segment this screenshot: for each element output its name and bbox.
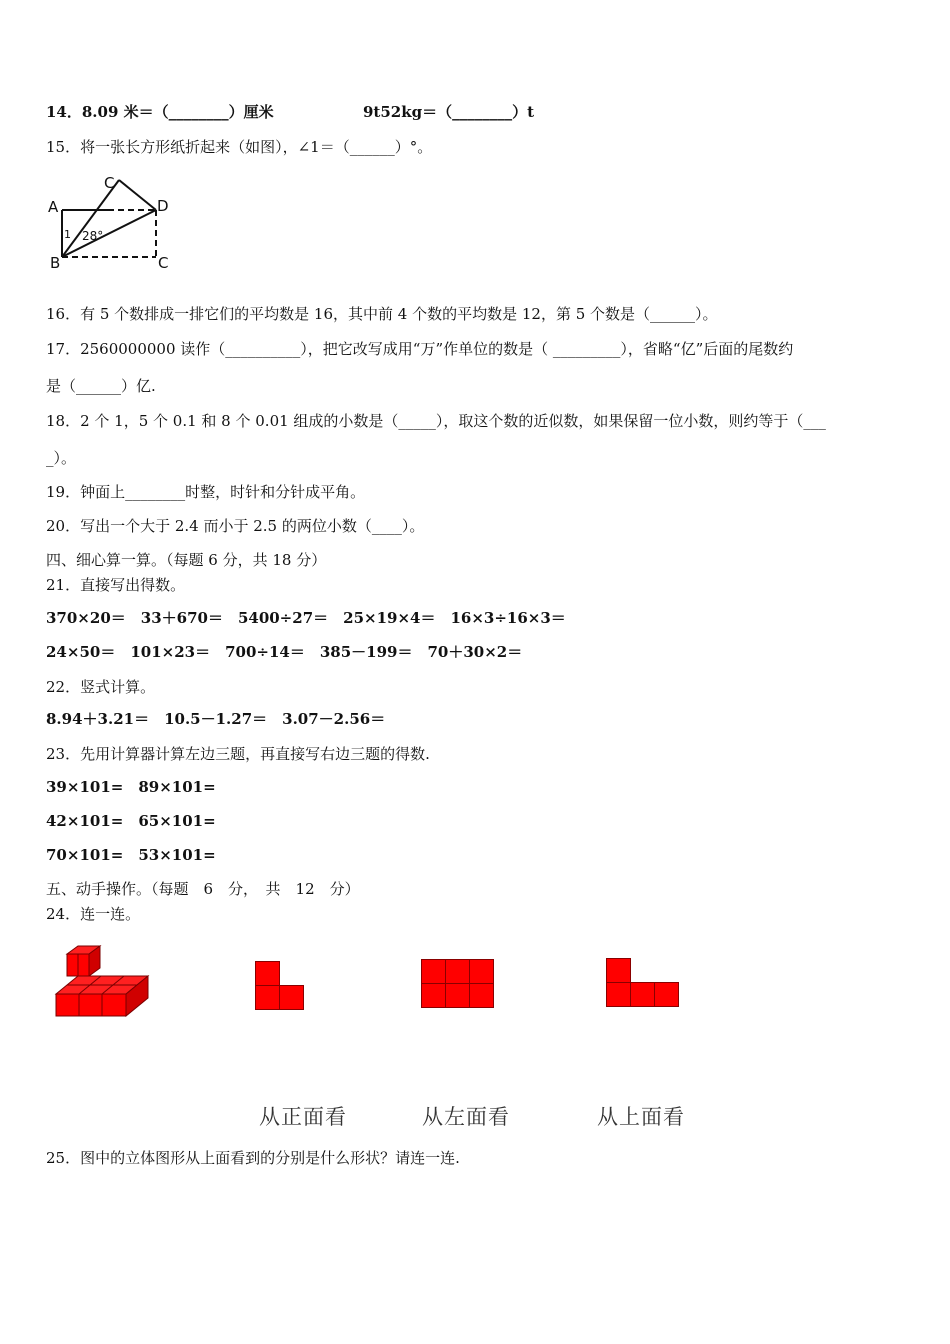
q18-line2: _）。 xyxy=(46,449,77,467)
caption-front-view: 从正面看 xyxy=(259,1105,347,1129)
folded-edge-cd xyxy=(119,180,156,210)
q23-title: 23．先用计算器计算左边三题，再直接写右边三题的得数. xyxy=(46,745,430,763)
section4-heading: 四、细心算一算。（每题 6 分，共 18 分） xyxy=(46,551,327,569)
q24-3d-blocks xyxy=(54,946,150,1018)
q16: 16．有 5 个数排成一排它们的平均数是 16，其中前 4 个数的平均数是 12，第 5 个数是（______）。 xyxy=(46,305,718,323)
q21-row2: 24×50＝ 101×23＝ 700÷14＝ 385－199＝ 70＋30×2＝ xyxy=(46,643,523,661)
fold-line xyxy=(62,210,156,257)
q23-row1: 39×101= 89×101= xyxy=(46,778,216,796)
q24-view-step xyxy=(606,958,680,1008)
q24-view-l-shape xyxy=(255,961,305,1011)
q17-line2: 是（______）亿. xyxy=(46,377,156,395)
caption-left-view: 从左面看 xyxy=(422,1105,510,1129)
q22-title: 22．竖式计算。 xyxy=(46,678,156,696)
q24-view-grid xyxy=(421,959,495,1009)
label-angle-28: 28° xyxy=(82,229,104,243)
label-c-top: C xyxy=(104,174,115,192)
q20: 20．写出一个大于 2.4 而小于 2.5 的两位小数（____）。 xyxy=(46,517,425,535)
label-d: D xyxy=(157,197,169,215)
q14-left: 14．8.09 米＝（________）厘米 xyxy=(46,103,274,121)
top-cube-front-a xyxy=(67,954,78,976)
label-a: A xyxy=(48,198,59,216)
q23-row2: 42×101= 65×101= xyxy=(46,812,216,830)
q14-right: 9t52kg＝（________）t xyxy=(363,103,535,121)
label-angle-1: 1 xyxy=(64,228,71,241)
base-front-1 xyxy=(56,994,79,1016)
q22-row: 8.94＋3.21＝ 10.5－1.27＝ 3.07－2.56＝ xyxy=(46,710,386,728)
q19: 19．钟面上________时整，时针和分针成平角。 xyxy=(46,483,366,501)
q25: 25．图中的立体图形从上面看到的分别是什么形状？请连一连. xyxy=(46,1149,460,1167)
q21-row1: 370×20＝ 33＋670＝ 5400÷27＝ 25×19×4＝ 16×3÷16×3＝ xyxy=(46,609,566,627)
q18-line1: 18．2 个 1，5 个 0.1 和 8 个 0.01 组成的小数是（_____），取这个数的近似数，如果保留一位小数，则约等于（___ xyxy=(46,412,826,430)
q24-title: 24．连一连。 xyxy=(46,905,141,923)
label-c-bottom: C xyxy=(158,254,169,272)
q23-row3: 70×101= 53×101= xyxy=(46,846,216,864)
base-front-3 xyxy=(102,994,126,1016)
q15-text: 15．将一张长方形纸折起来（如图），∠1＝（______）°。 xyxy=(46,138,433,156)
q21-title: 21．直接写出得数。 xyxy=(46,576,186,594)
top-cube-front-b xyxy=(78,954,89,976)
base-front-2 xyxy=(79,994,102,1016)
caption-top-view: 从上面看 xyxy=(597,1105,685,1129)
q17-line1: 17．2560000000 读作（__________），把它改写成用“万”作单位的数是（ _________），省略“亿”后面的尾数约 xyxy=(46,340,794,358)
section5-heading: 五、动手操作。（每题 6 分， 共 12 分） xyxy=(46,880,360,898)
label-b: B xyxy=(50,254,61,272)
q15-fold-figure xyxy=(46,172,176,272)
